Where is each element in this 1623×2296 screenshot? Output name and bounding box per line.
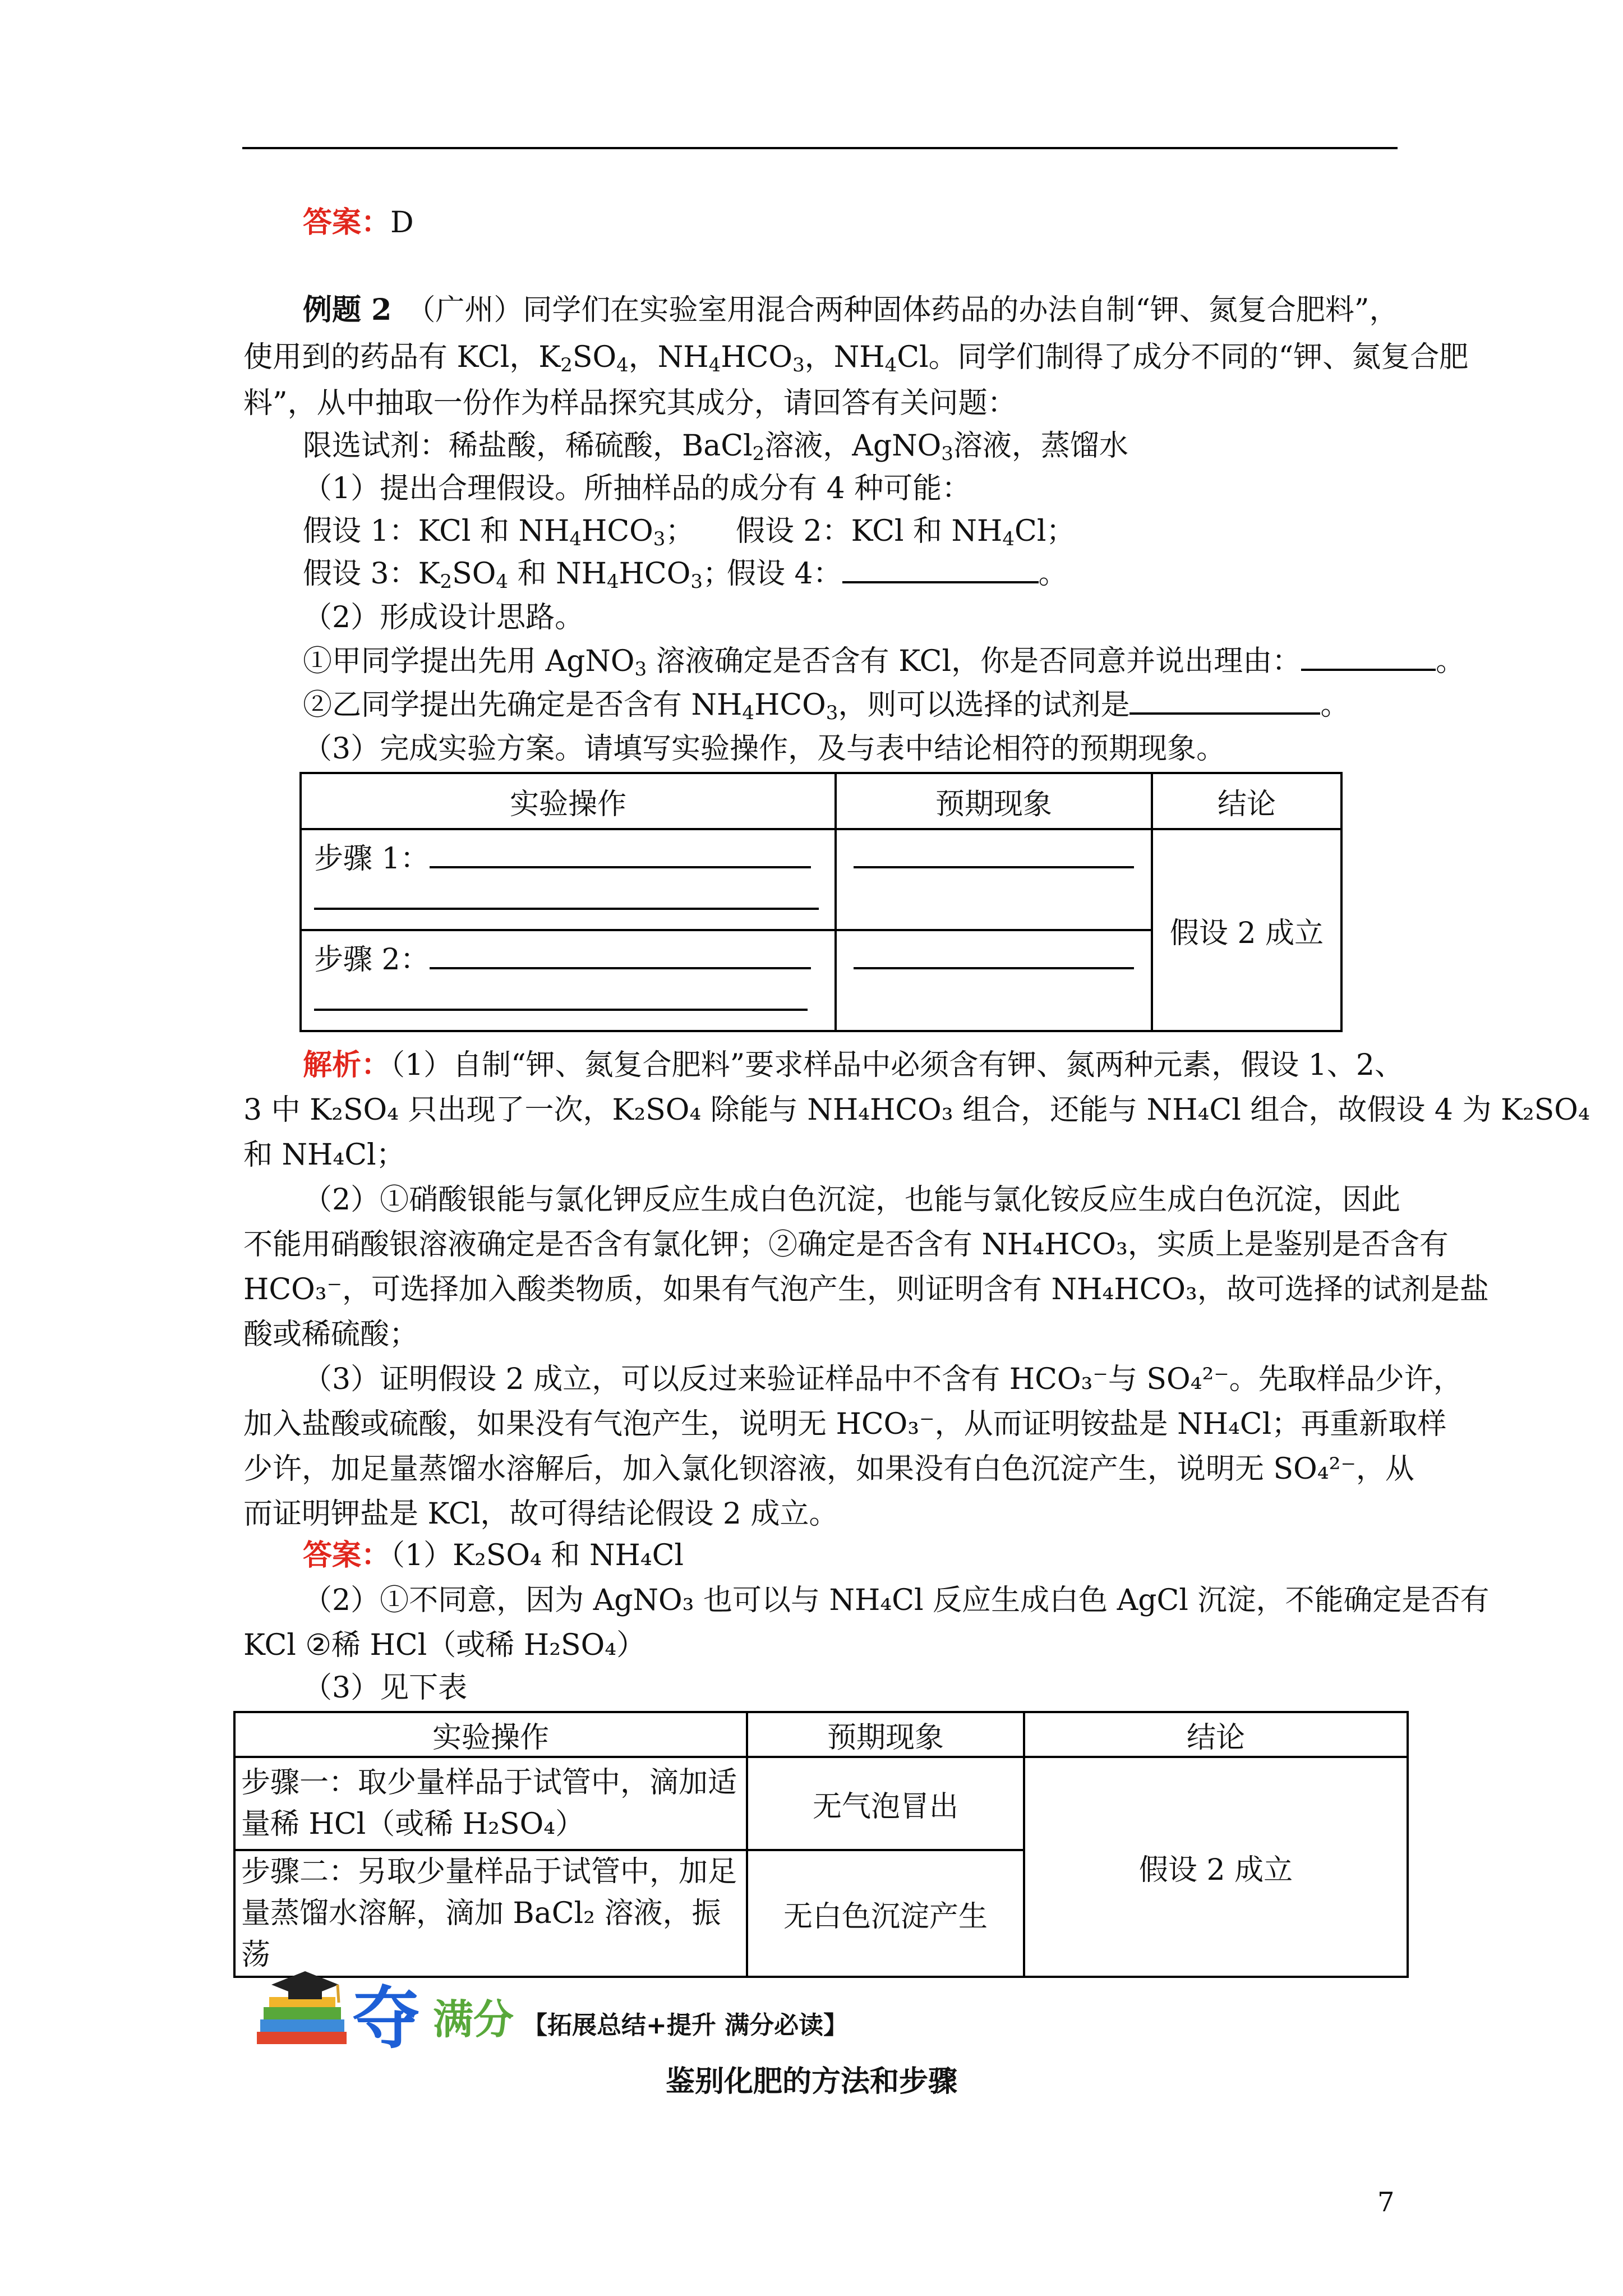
blank-step2-a[interactable] xyxy=(430,940,811,969)
table-header: 实验操作 xyxy=(301,773,836,829)
t: SO xyxy=(452,557,496,591)
blank-h4[interactable] xyxy=(842,554,1039,583)
t: ，NH xyxy=(628,341,709,374)
blank-step1-b[interactable] xyxy=(314,881,819,910)
t: Cl。同学们制得了成分不同的“钾、氮复合肥 xyxy=(897,341,1469,374)
hypothesis-1: 假设 1：KCl 和 $NH_4HCO_3$； xyxy=(303,514,695,550)
t: 步骤一：取少量样品于试管中，滴加适 xyxy=(241,1766,737,1800)
t: 假设 1：KCl 和 NH xyxy=(303,514,570,548)
t: （1）自制“钾、氮复合肥料”要求样品中必须含有钾、氮两种元素，假设 1、2、 xyxy=(390,1048,1404,1082)
blank-phen2[interactable] xyxy=(854,940,1134,969)
analysis-line-1 xyxy=(303,1046,1404,1085)
logo-word: 满分 xyxy=(433,1996,514,2043)
answer-2-line-2: （2）①不同意，因为 AgNO₃ 也可以与 NH₄Cl 反应生成白色 AgCl 沉淀，不能确定是否有 xyxy=(303,1584,1490,1617)
phenomenon-cell: 无气泡冒出 xyxy=(747,1757,1024,1850)
t: 假设 3：K xyxy=(303,557,440,591)
step-1-cell xyxy=(301,829,836,930)
answer-2-line-3: KCl ②稀 HCl（或稀 H₂SO₄） xyxy=(243,1628,646,1662)
t: 。 xyxy=(1436,645,1465,678)
analysis-line-11: 而证明钾盐是 KCl，故可得结论假设 2 成立。 xyxy=(243,1497,838,1531)
t: HCO xyxy=(721,341,793,374)
full-score-banner xyxy=(255,1968,872,2058)
t: HCO xyxy=(754,688,826,722)
t: ，则可以选择的试剂是 xyxy=(838,688,1130,722)
t: Cl； xyxy=(1015,514,1076,548)
t: 溶液确定是否含有 KCl，你是否同意并说出理由： xyxy=(647,645,1302,678)
step-label: 步骤 1： xyxy=(314,842,430,876)
analysis-line-9: 加入盐酸或硫酸，如果没有气泡产生，说明无 HCO₃⁻，从而证明铵盐是 NH₄Cl；再重新取样 xyxy=(243,1407,1447,1441)
answer-value: D xyxy=(390,206,414,240)
t: SO xyxy=(572,341,617,374)
reagents-line: 限选试剂：稀盐酸，稀硫酸，BaCl$_2$溶液，AgNO$_3$溶液，蒸馏水 xyxy=(303,429,1128,465)
hypothesis-2: 假设 2：KCl 和 $NH_4Cl$； xyxy=(736,514,1076,550)
question-2-2: ②乙同学提出先确定是否含有 $NH_4HCO_3$，则可以选择的试剂是 。 xyxy=(303,685,1349,725)
experiment-table-answer xyxy=(233,1711,1409,1978)
table-header: 实验操作 xyxy=(234,1712,747,1757)
question-3: （3）完成实验方案。请填写实验操作，及与表中结论相符的预期现象。 xyxy=(303,732,1226,766)
answer-label: 答案： xyxy=(303,205,391,240)
t: ，NH xyxy=(804,341,885,374)
analysis-line-7: 酸或稀硫酸； xyxy=(243,1318,419,1351)
answer-2-line-4: （3）见下表 xyxy=(303,1671,468,1705)
question-2-1: ①甲同学提出先用 AgNO$_3$ 溶液确定是否含有 KCl，你是否同意并说出理由： 。 xyxy=(303,642,1465,681)
step-two-cell xyxy=(234,1850,747,1977)
t: 假设 2：KCl 和 NH xyxy=(736,514,1003,548)
page-number: 7 xyxy=(1377,2187,1395,2218)
analysis-line-6: HCO₃⁻，可选择加入酸类物质，如果有气泡产生，则证明含有 NH₄HCO₃，故可选择的试剂是盐 xyxy=(243,1273,1489,1306)
t: ； xyxy=(665,514,695,548)
logo-character: 夺 xyxy=(353,1980,420,2058)
t: （1）K₂SO₄ 和 NH₄Cl xyxy=(390,1539,684,1572)
answer-label: 答案： xyxy=(303,1538,391,1572)
t: HCO xyxy=(619,557,691,591)
step-one-cell xyxy=(234,1757,747,1850)
t: 使用到的药品有 KCl，K xyxy=(243,341,561,374)
example-2-line-1 xyxy=(303,291,1398,330)
table-header: 预期现象 xyxy=(747,1712,1024,1757)
analysis-line-3: 和 NH₄Cl； xyxy=(243,1138,405,1172)
t: 溶液，AgNO xyxy=(764,429,942,463)
question-1: （1）提出合理假设。所抽样品的成分有 4 种可能： xyxy=(303,472,971,505)
t: 假设 4： xyxy=(727,557,842,591)
phenomenon-cell: 无白色沉淀产生 xyxy=(747,1850,1024,1977)
t: 量稀 HCl（或稀 H₂SO₄） xyxy=(241,1807,585,1841)
section-title: 鉴别化肥的方法和步骤 xyxy=(665,2064,957,2099)
example-2-line-3: 料”，从中抽取一份作为样品探究其成分，请回答有关问题： xyxy=(243,386,1017,420)
example-text: （广州）同学们在实验室用混合两种固体药品的办法自制“钾、氮复合肥料”， xyxy=(421,293,1399,327)
t: 。 xyxy=(1320,688,1350,722)
answer-2-line-1 xyxy=(303,1536,684,1575)
experiment-table-blank xyxy=(299,772,1343,1032)
table-header: 结论 xyxy=(1024,1712,1408,1757)
blank-q2-1[interactable] xyxy=(1301,642,1436,671)
analysis-line-2: 3 中 K₂SO₄ 只出现了一次，K₂SO₄ 除能与 NH₄HCO₃ 组合，还能与 NH₄Cl 组合，故假设 4 为 K₂SO₄ xyxy=(243,1093,1590,1127)
blank-q2-2[interactable] xyxy=(1129,685,1320,715)
question-2: （2）形成设计思路。 xyxy=(303,601,584,634)
example-label: 例题 2 xyxy=(303,293,392,327)
analysis-line-5: 不能用硝酸银溶液确定是否含有氯化钾；②确定是否含有 NH₄HCO₃，实质上是鉴别是否含有 xyxy=(243,1228,1449,1262)
step-label: 步骤 2： xyxy=(314,943,430,977)
blank-step1-a[interactable] xyxy=(430,839,811,868)
hypothesis-3: 假设 3：$K_2SO_4$ 和 $NH_4HCO_3$； xyxy=(303,557,732,593)
table-header: 预期现象 xyxy=(836,773,1152,829)
t: 步骤二：另取少量样品于试管中，加足 xyxy=(241,1855,737,1889)
t: 。 xyxy=(1038,557,1068,591)
phenomenon-2-cell xyxy=(836,930,1152,1031)
analysis-line-8: （3）证明假设 2 成立，可以反过来验证样品中不含有 HCO₃⁻与 SO₄²⁻。先取样品少许， xyxy=(303,1363,1463,1396)
t: ①甲同学提出先用 AgNO xyxy=(303,645,635,678)
analysis-line-4: （2）①硝酸银能与氯化钾反应生成白色沉淀，也能与氯化铵反应生成白色沉淀，因此 xyxy=(303,1183,1401,1217)
t: 限选试剂：稀盐酸，稀硫酸，BaCl xyxy=(303,429,753,463)
t: 溶液，蒸馏水 xyxy=(953,429,1128,463)
blank-phen1[interactable] xyxy=(854,839,1134,868)
blank-step2-b[interactable] xyxy=(314,982,808,1011)
step-2-cell xyxy=(301,930,836,1031)
phenomenon-1-cell xyxy=(836,829,1152,930)
t: HCO xyxy=(582,514,653,548)
header-rule xyxy=(242,147,1398,149)
t: 和 NH xyxy=(508,557,607,591)
conclusion-cell: 假设 2 成立 xyxy=(1152,829,1341,1031)
table-header: 结论 xyxy=(1152,773,1341,829)
analysis-label: 解析： xyxy=(303,1048,391,1082)
t: 量蒸馏水溶解，滴加 BaCl₂ 溶液，振荡 xyxy=(241,1897,721,1972)
analysis-line-10: 少许，加足量蒸馏水溶解后，加入氯化钡溶液，如果没有白色沉淀产生，说明无 SO₄²⁻，从 xyxy=(243,1452,1414,1486)
example-2-line-2: 使用到的药品有 KCl，$K_2SO_4$，$NH_4HCO_3$，$NH_4Cl$。同学们制得了成分不同的“钾、氮复合肥 xyxy=(243,341,1469,376)
banner-tagline: 【拓展总结+提升 满分必读】 xyxy=(523,2011,849,2040)
answer-1 xyxy=(303,203,414,242)
t: ； xyxy=(702,557,732,591)
conclusion-cell: 假设 2 成立 xyxy=(1024,1757,1408,1977)
t: ②乙同学提出先确定是否含有 NH xyxy=(303,688,743,722)
hypothesis-4 xyxy=(727,554,1068,593)
